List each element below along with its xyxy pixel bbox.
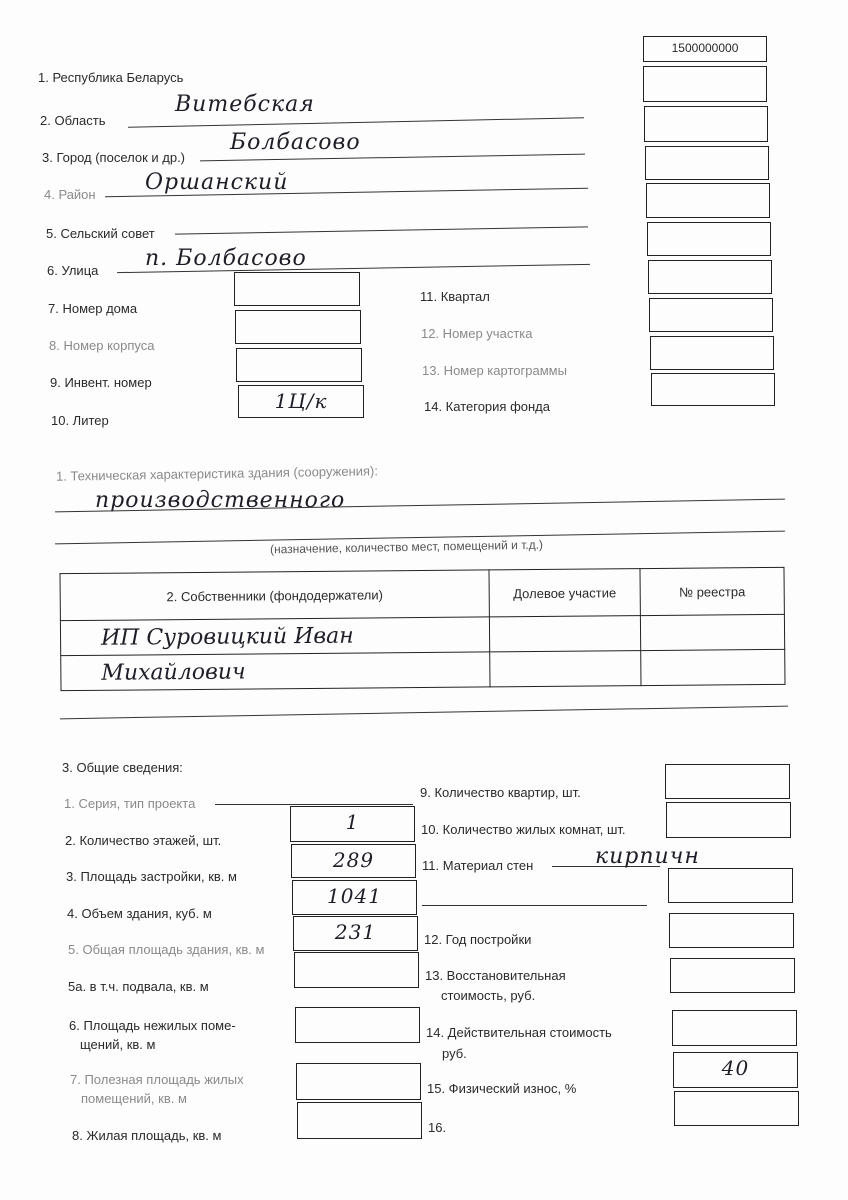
useful-area-box <box>296 1063 421 1100</box>
rooms-box <box>666 802 791 838</box>
liter-value: 1Ц/к <box>274 389 328 413</box>
label-basement: 5а. в т.ч. подвала, кв. м <box>68 979 209 994</box>
label-floors: 2. Количество этажей, шт. <box>65 833 222 848</box>
table-row <box>61 649 785 690</box>
label-district: 4. Район <box>44 187 96 202</box>
owner-cell: ИП Суровицкий Иван <box>60 617 489 656</box>
owners-table <box>59 567 785 691</box>
registry-cell <box>641 649 785 685</box>
wall-material-value: кирпичн <box>595 844 700 869</box>
restoration-cost-box <box>670 958 795 993</box>
wall-material-box <box>668 868 793 903</box>
wear-value: 40 <box>721 1056 750 1080</box>
owner-cell: Михайлович <box>61 652 490 691</box>
label-build-year: 12. Год постройки <box>424 932 532 947</box>
label-restoration-cost-2: стоимость, руб. <box>441 988 536 1003</box>
apartments-box <box>665 764 790 799</box>
general-title: 3. Общие сведения: <box>62 760 183 775</box>
label-wear: 15. Физический износ, % <box>427 1081 577 1096</box>
label-building-number: 8. Номер корпуса <box>49 338 155 353</box>
label-cartogram-number: 13. Номер картограммы <box>422 363 567 378</box>
label-inventory-number: 9. Инвент. номер <box>50 375 152 390</box>
building-number-box <box>235 310 361 344</box>
label-quarter: 11. Квартал <box>420 289 490 304</box>
code-box <box>643 36 767 62</box>
label-fund-category: 14. Категория фонда <box>424 399 550 414</box>
right-box <box>650 336 774 370</box>
label-street: 6. Улица <box>47 263 99 278</box>
right-box <box>649 298 773 332</box>
share-cell <box>489 616 640 652</box>
label-nonresidential-2: щений, кв. м <box>80 1037 156 1052</box>
city-value: Болбасово <box>230 130 361 155</box>
series-line <box>215 804 413 805</box>
nonresidential-box <box>295 1007 420 1043</box>
share-col-header: Долевое участие <box>489 569 640 617</box>
tech-value: производственного <box>95 488 346 513</box>
basement-box <box>294 952 419 988</box>
label-built-area: 3. Площадь застройки, кв. м <box>66 869 237 884</box>
label-actual-cost-2: руб. <box>442 1046 467 1061</box>
total-area-box <box>293 916 418 951</box>
label-16: 16. <box>428 1120 447 1135</box>
living-area-box <box>297 1102 422 1139</box>
registry-col-header: № реестра <box>640 567 784 615</box>
liter-box <box>238 385 364 418</box>
label-useful-area-2: помещений, кв. м <box>81 1091 187 1106</box>
house-number-box <box>234 272 360 306</box>
label-useful-area-1: 7. Полезная площадь жилых <box>70 1072 244 1087</box>
label-house-number: 7. Номер дома <box>48 301 138 316</box>
right-box <box>645 146 769 180</box>
label-village-council: 5. Сельский совет <box>46 226 155 241</box>
total-area-value: 231 <box>334 920 377 944</box>
floors-value: 1 <box>345 810 360 834</box>
right-box <box>644 106 768 142</box>
label-living-area: 8. Жилая площадь, кв. м <box>72 1128 222 1143</box>
label-total-area: 5. Общая площадь здания, кв. м <box>68 942 265 957</box>
owners-bottom-line <box>60 706 788 720</box>
label-wall-material: 11. Материал стен <box>422 858 534 873</box>
share-cell <box>490 651 641 687</box>
district-value: Оршанский <box>145 170 289 195</box>
item-16-box <box>674 1091 799 1126</box>
label-region: 2. Область <box>40 113 106 128</box>
built-area-value: 289 <box>332 848 375 872</box>
right-box <box>648 260 772 294</box>
label-nonresidential-1: 6. Площадь нежилых поме- <box>69 1018 236 1033</box>
owners-col-header: 2. Собственники (фондодержатели) <box>60 570 489 621</box>
street-value: п. Болбасово <box>145 246 307 271</box>
label-restoration-cost-1: 13. Восстановительная <box>425 968 566 983</box>
label-apartments: 9. Количество квартир, шт. <box>420 785 581 800</box>
volume-box <box>292 880 417 915</box>
label-republic: 1. Республика Беларусь <box>38 70 184 85</box>
code-value: 1500000000 <box>671 41 739 55</box>
actual-cost-box <box>672 1010 797 1046</box>
right-box <box>647 222 771 256</box>
tech-title: 1. Техническая характеристика здания (сооружения): <box>55 463 379 484</box>
label-series: 1. Серия, тип проекта <box>64 796 196 811</box>
right-box <box>643 66 767 102</box>
right-box <box>651 373 775 406</box>
label-liter: 10. Литер <box>51 413 109 428</box>
village-council-line <box>175 226 588 234</box>
wall-material-line-2 <box>422 905 647 906</box>
floors-box <box>290 806 415 842</box>
right-box <box>646 183 770 218</box>
build-year-box <box>669 913 794 948</box>
label-actual-cost-1: 14. Действительная стоимость <box>426 1025 612 1040</box>
inventory-number-box <box>236 348 362 382</box>
tech-caption: (назначение, количество мест, помещений и т.д.) <box>269 537 544 557</box>
registry-cell <box>640 614 784 650</box>
label-volume: 4. Объем здания, куб. м <box>67 906 212 921</box>
label-city: 3. Город (поселок и др.) <box>42 150 186 165</box>
volume-value: 1041 <box>327 884 382 908</box>
built-area-box <box>291 844 416 878</box>
wear-box <box>673 1052 798 1088</box>
label-plot-number: 12. Номер участка <box>421 326 533 341</box>
table-header-row <box>60 567 784 620</box>
region-line <box>128 117 584 128</box>
region-value: Витебская <box>175 92 315 117</box>
label-rooms: 10. Количество жилых комнат, шт. <box>421 822 626 837</box>
